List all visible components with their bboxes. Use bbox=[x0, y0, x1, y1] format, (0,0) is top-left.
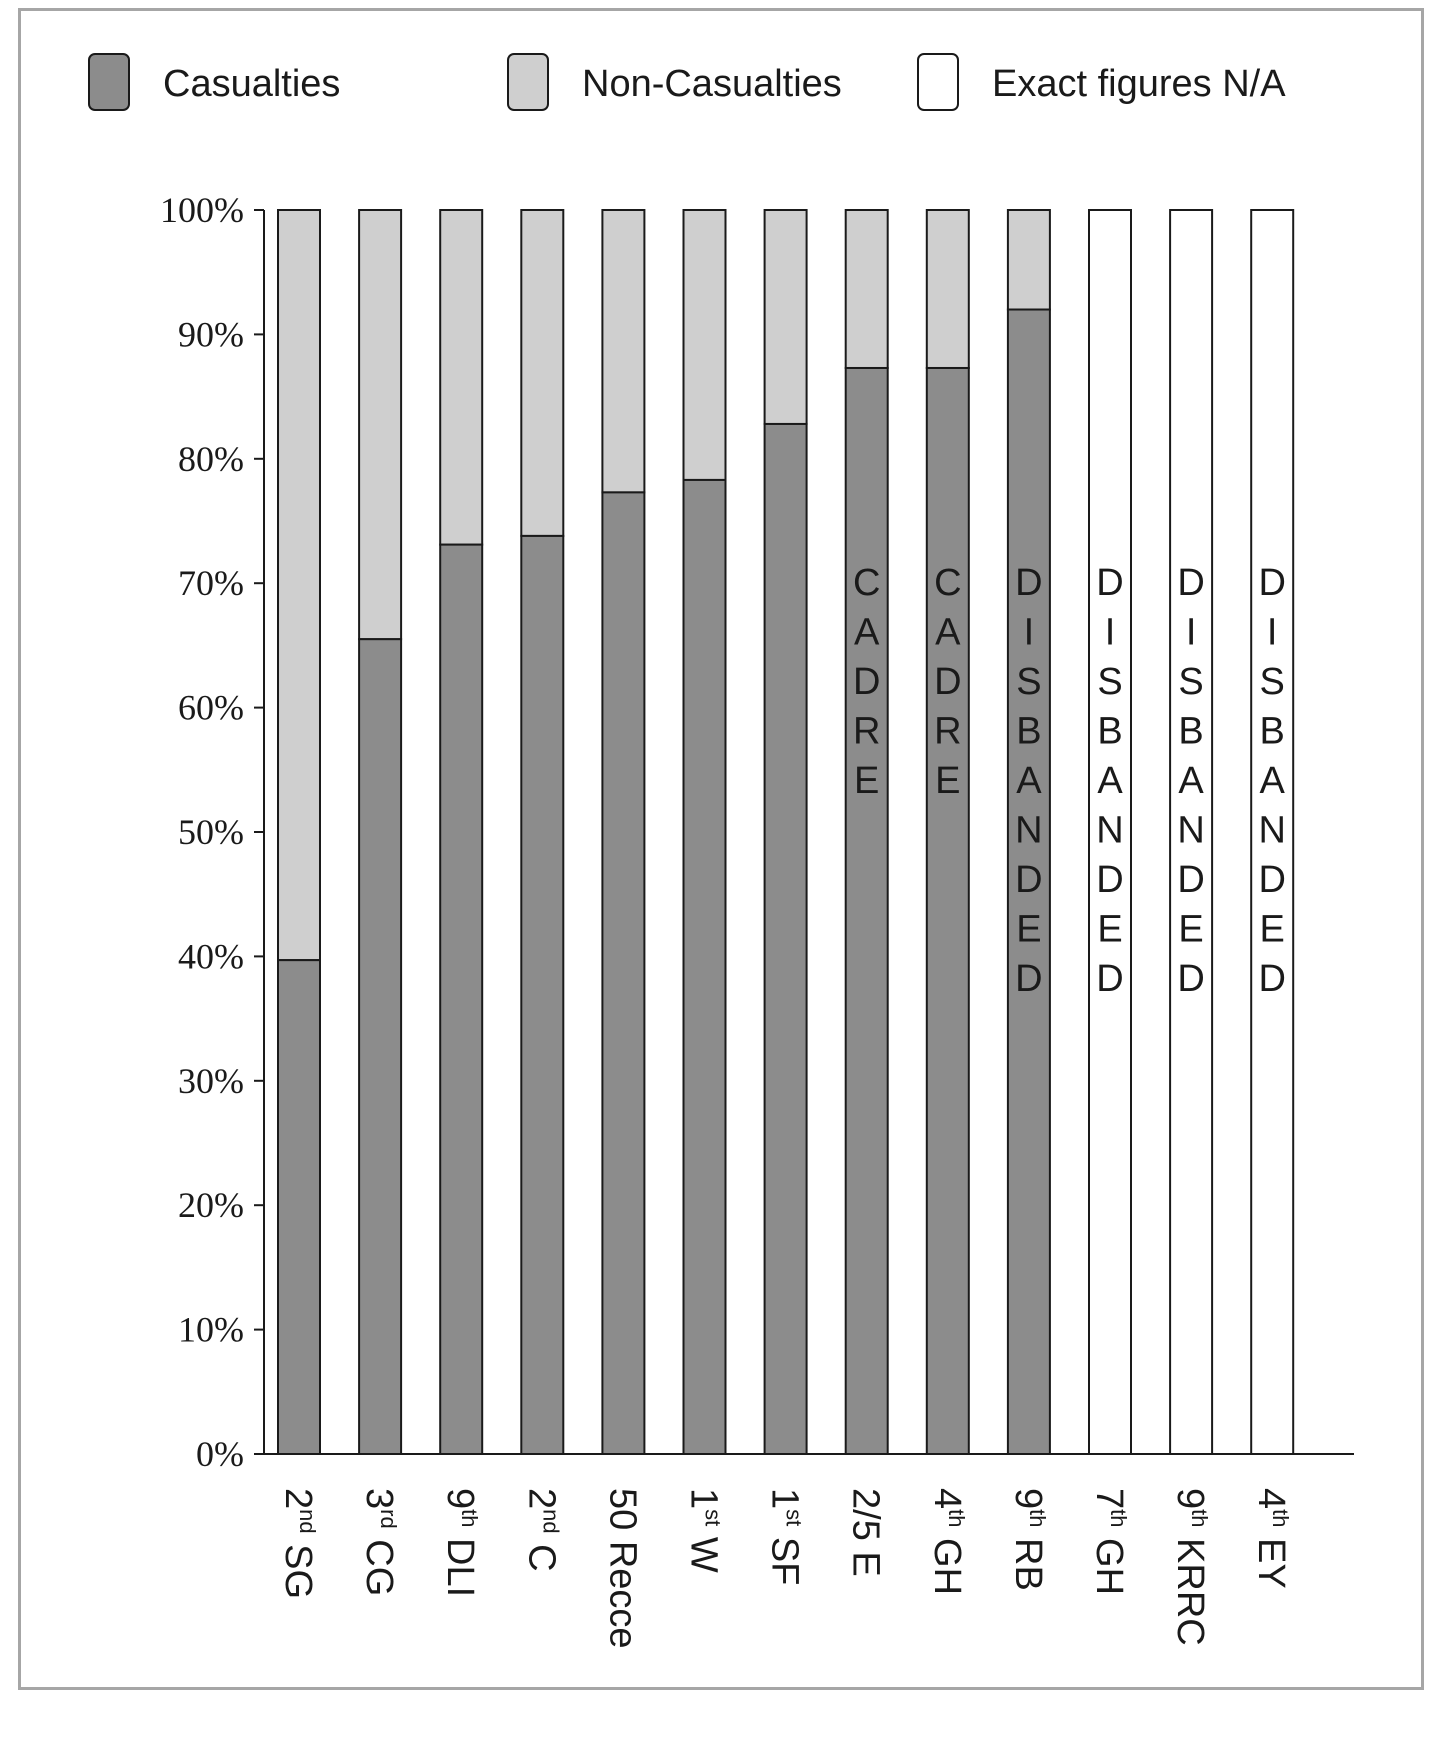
y-tick-label: 80% bbox=[178, 438, 244, 479]
bar-group bbox=[1008, 210, 1050, 1454]
x-tick-label-base: 2/5 E bbox=[844, 1488, 887, 1577]
bar-non-casualties bbox=[440, 210, 482, 545]
x-tick-label-base: 2 bbox=[277, 1488, 319, 1510]
bar-group bbox=[359, 210, 401, 1454]
bar-note-letter: D bbox=[1177, 958, 1205, 1000]
bar-note-letter: E bbox=[1178, 908, 1204, 951]
legend-item bbox=[508, 54, 842, 110]
bar-group bbox=[440, 210, 482, 1454]
bar-note-letter: I bbox=[1104, 611, 1116, 654]
bar-casualties bbox=[359, 639, 401, 1454]
x-tick-label-rest: CG bbox=[358, 1528, 401, 1597]
bar-note-letter: B bbox=[1178, 710, 1204, 753]
y-tick-label: 0% bbox=[196, 1434, 244, 1474]
bar-non-casualties bbox=[846, 210, 888, 368]
bar-note-letter: I bbox=[1023, 611, 1035, 654]
x-tick-label-sup: st bbox=[781, 1509, 807, 1527]
legend-label: Casualties bbox=[163, 63, 341, 105]
bar-note bbox=[853, 562, 880, 802]
bar-non-casualties bbox=[927, 210, 969, 368]
x-tick-label bbox=[358, 1488, 401, 1596]
x-tick-label bbox=[277, 1488, 320, 1599]
bar-casualties bbox=[684, 480, 726, 1454]
bar-note-letter: D bbox=[1177, 859, 1205, 901]
bar-note-letter: I bbox=[1185, 611, 1197, 654]
y-tick-label: 70% bbox=[178, 563, 244, 604]
chart-frame bbox=[18, 8, 1424, 1690]
bar-casualties bbox=[278, 960, 320, 1454]
stacked-bar-chart bbox=[21, 11, 1421, 1687]
bar-note-letter: S bbox=[1259, 661, 1285, 703]
y-tick-label: 90% bbox=[178, 314, 244, 355]
bar-group bbox=[521, 210, 563, 1454]
bar-note-letter: B bbox=[1016, 710, 1042, 753]
bar-note-letter: D bbox=[1177, 562, 1205, 604]
x-tick-label-base: 50 Recce bbox=[601, 1488, 644, 1649]
x-tick-label-rest: KRRC bbox=[1169, 1527, 1212, 1646]
x-tick-label-sup: nd bbox=[538, 1509, 564, 1534]
x-tick-label bbox=[520, 1488, 563, 1572]
bar-note-letter: S bbox=[1097, 661, 1123, 703]
bar-note-letter: E bbox=[854, 760, 880, 802]
legend-swatch bbox=[508, 54, 548, 110]
legend-label: Non-Casualties bbox=[582, 63, 842, 105]
bar-note-letter: S bbox=[1178, 661, 1204, 703]
x-tick-label-rest: SF bbox=[763, 1526, 806, 1586]
x-tick-label-rest: RB bbox=[1006, 1527, 1049, 1591]
bar-note-letter: E bbox=[1016, 908, 1042, 951]
bar-note-letter: D bbox=[1096, 958, 1124, 1000]
y-tick-label: 20% bbox=[178, 1185, 244, 1226]
x-tick-label-rest: W bbox=[682, 1526, 725, 1573]
bar-note-letter: D bbox=[852, 661, 881, 703]
x-tick-label bbox=[1250, 1488, 1293, 1589]
x-tick-label-rest: GH bbox=[1088, 1527, 1130, 1596]
x-tick-label-sup: nd bbox=[295, 1509, 320, 1534]
bar-note-letter: C bbox=[852, 562, 881, 604]
bar-note-letter: D bbox=[1015, 562, 1043, 604]
x-tick-label-rest: GH bbox=[925, 1527, 968, 1596]
legend-item bbox=[89, 54, 340, 110]
x-tick-label bbox=[683, 1488, 726, 1573]
x-tick-label-sup: th bbox=[1024, 1509, 1050, 1528]
bar-group bbox=[1170, 210, 1212, 1454]
x-tick-label-sup: th bbox=[943, 1509, 969, 1528]
bar-note-letter: D bbox=[1258, 958, 1286, 1000]
bar-group bbox=[1251, 210, 1293, 1454]
bar-non-casualties bbox=[765, 210, 807, 424]
bar-note-letter: D bbox=[1258, 859, 1286, 901]
legend-swatch bbox=[89, 54, 129, 110]
y-tick-label: 100% bbox=[160, 190, 244, 230]
x-tick-label bbox=[1007, 1488, 1050, 1591]
x-tick-label-sup: th bbox=[457, 1509, 483, 1528]
x-tick-label-rest: DLI bbox=[439, 1527, 482, 1598]
x-tick-label-base: 9 bbox=[439, 1488, 482, 1510]
x-tick-label-base: 2 bbox=[520, 1488, 563, 1510]
bar-note-letter: B bbox=[1259, 710, 1285, 753]
bar-non-casualties bbox=[602, 210, 644, 492]
x-tick-label bbox=[845, 1488, 887, 1577]
bar-note-letter: R bbox=[934, 710, 962, 753]
legend-label: Exact figures N/A bbox=[992, 63, 1286, 105]
bar-casualties bbox=[927, 368, 969, 1454]
bar-note-letter: D bbox=[934, 661, 962, 703]
bar-note-letter: N bbox=[1015, 809, 1043, 852]
x-tick-label-sup: rd bbox=[376, 1509, 402, 1529]
bar-note-letter: S bbox=[1016, 661, 1042, 703]
bar-casualties bbox=[765, 424, 807, 1454]
x-tick-label-sup: th bbox=[1187, 1509, 1213, 1528]
bar-note bbox=[934, 562, 961, 802]
x-tick-label-base: 9 bbox=[1169, 1488, 1212, 1510]
bar-note-letter: D bbox=[1096, 859, 1124, 901]
x-tick-label bbox=[601, 1488, 643, 1649]
x-tick-label bbox=[1169, 1488, 1212, 1646]
bar-note-letter: N bbox=[1258, 809, 1286, 852]
x-tick-label-base: 1 bbox=[763, 1488, 806, 1510]
x-tick-label bbox=[764, 1488, 807, 1585]
bar-note-letter: B bbox=[1097, 710, 1123, 753]
bar-note-letter: D bbox=[1258, 562, 1286, 604]
bar-non-casualties bbox=[684, 210, 726, 480]
x-tick-label-base: 1 bbox=[682, 1488, 725, 1510]
bar-note-letter: A bbox=[1178, 760, 1204, 802]
bar-note-letter: D bbox=[1015, 859, 1043, 901]
x-tick-label-sup: th bbox=[1106, 1509, 1131, 1528]
legend-swatch bbox=[918, 54, 958, 110]
bar-note-letter: D bbox=[1015, 958, 1043, 1000]
x-tick-label bbox=[926, 1488, 969, 1595]
bar-note-letter: D bbox=[1096, 562, 1124, 604]
bar-group bbox=[278, 210, 320, 1454]
bar-note-letter: I bbox=[1266, 611, 1278, 654]
bar-group bbox=[927, 210, 969, 1454]
x-tick-label bbox=[439, 1488, 482, 1597]
bar-casualties bbox=[602, 492, 644, 1454]
bar-group bbox=[1089, 210, 1131, 1454]
x-tick-label-rest: EY bbox=[1250, 1527, 1293, 1589]
bar-note-letter: E bbox=[1097, 908, 1123, 951]
legend-item bbox=[918, 54, 1286, 110]
x-tick-label bbox=[1088, 1488, 1131, 1595]
y-tick-label: 50% bbox=[178, 812, 244, 852]
bar-casualties bbox=[440, 545, 482, 1454]
x-tick-label-base: 9 bbox=[1006, 1488, 1049, 1510]
bar-note-letter: E bbox=[1259, 908, 1285, 951]
x-tick-label-rest: SG bbox=[277, 1533, 319, 1600]
bar-casualties bbox=[846, 368, 888, 1454]
bar-note-letter: A bbox=[1097, 760, 1123, 802]
bar-casualties bbox=[521, 536, 563, 1454]
x-tick-label-base: 4 bbox=[1250, 1488, 1293, 1510]
bar-non-casualties bbox=[359, 210, 401, 639]
bar-note-letter: A bbox=[1259, 760, 1285, 802]
x-tick-label-base: 4 bbox=[925, 1488, 968, 1510]
bar-note-letter: N bbox=[1096, 809, 1124, 852]
x-tick-label-base: 3 bbox=[358, 1488, 401, 1510]
bar-note-letter: A bbox=[1016, 760, 1042, 802]
bar-group bbox=[765, 210, 807, 1454]
bar-group bbox=[846, 210, 888, 1454]
bar-note-letter: A bbox=[854, 611, 880, 654]
x-tick-label-sup: th bbox=[1268, 1509, 1294, 1528]
bar-non-casualties bbox=[278, 210, 320, 960]
bar-non-casualties bbox=[521, 210, 563, 536]
y-tick-label: 60% bbox=[178, 687, 244, 728]
x-tick-label-sup: st bbox=[700, 1509, 726, 1527]
y-tick-label: 40% bbox=[178, 936, 244, 977]
bar-note-letter: E bbox=[935, 760, 961, 802]
bar-note-letter: R bbox=[852, 710, 881, 753]
bar-group bbox=[684, 210, 726, 1454]
bar-note-letter: N bbox=[1177, 809, 1205, 852]
x-tick-label-rest: C bbox=[520, 1533, 563, 1572]
x-tick-label-base: 7 bbox=[1088, 1488, 1130, 1510]
bar-group bbox=[602, 210, 644, 1454]
bar-note-letter: A bbox=[935, 611, 961, 654]
y-tick-label: 10% bbox=[178, 1309, 244, 1350]
y-tick-label: 30% bbox=[178, 1060, 244, 1101]
bar-note-letter: C bbox=[934, 562, 962, 604]
bar-non-casualties bbox=[1008, 210, 1050, 310]
